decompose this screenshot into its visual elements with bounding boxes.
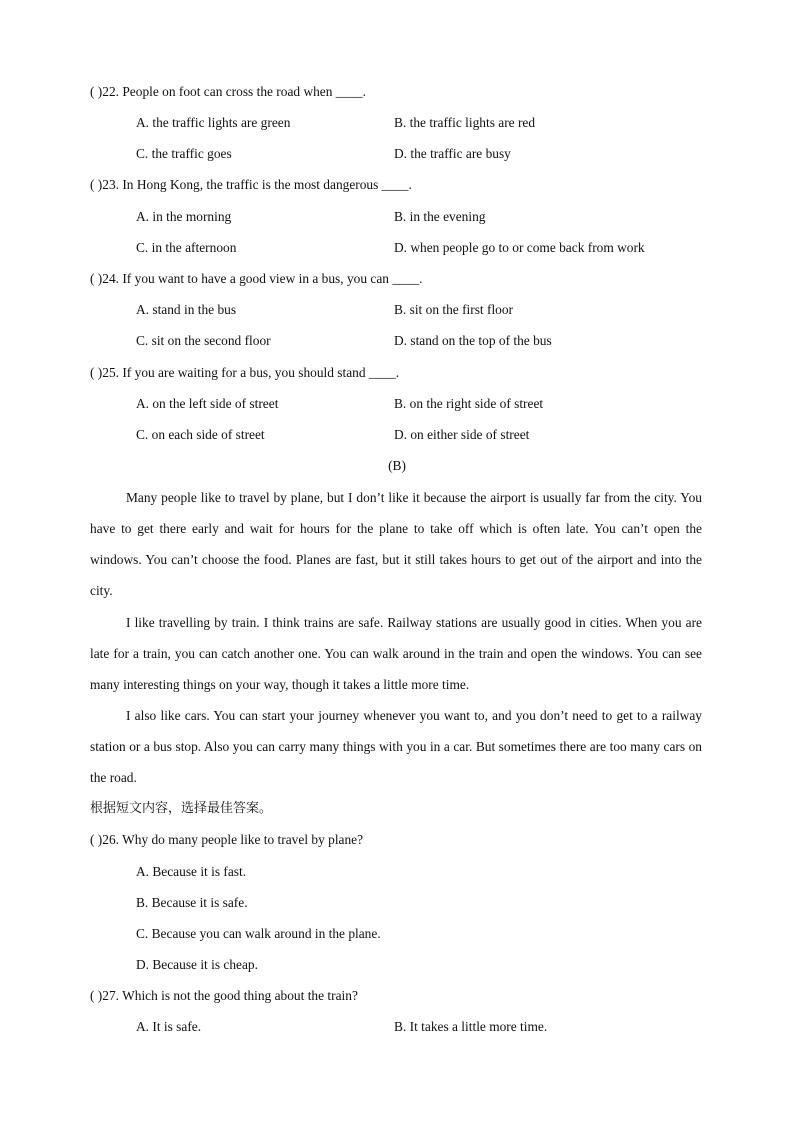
question-22-option-b: B. the traffic lights are red [394, 115, 536, 130]
question-24-option-a: A. stand in the bus [136, 302, 237, 317]
section-b-title: (B) [388, 458, 406, 473]
question-25-option-b: B. on the right side of street [394, 396, 544, 411]
question-26-option-c: C. Because you can walk around in the plane. [136, 926, 381, 941]
question-24-option-d: D. stand on the top of the bus [394, 333, 552, 348]
passage-paragraph-1-text: Many people like to travel by plane, but I don’t like it because the airport is usually far from the city. You have to get there early and wait for hours for the plane to take off which is often late. You can’t open the windows. You can’t choose the food. Planes are fast, but it still takes hours to get out of the airport and into the city. [90, 490, 702, 598]
passage-paragraph-2 [90, 607, 702, 700]
question-25-option-c: C. on each side of street [136, 427, 265, 442]
passage-paragraph-2-text: I like travelling by train. I think trains are safe. Railway stations are usually good in cities. When you are late for a train, you can catch another one. You can walk around in the train and open the windows. You can see many interesting things on your way, though it takes a little more time. [90, 615, 702, 692]
question-22-option-c: C. the traffic goes [136, 146, 232, 161]
question-25-option-a: A. on the left side of street [136, 396, 279, 411]
question-26-option-b: B. Because it is safe. [136, 895, 248, 910]
question-24-option-c: C. sit on the second floor [136, 333, 271, 348]
question-23-stem: ( )23. In Hong Kong, the traffic is the most dangerous ____. [90, 177, 412, 192]
question-23-option-c: C. in the afternoon [136, 240, 237, 255]
question-27-stem: ( )27. Which is not the good thing about the train? [90, 988, 358, 1003]
question-27-option-b: B. It takes a little more time. [394, 1019, 548, 1034]
question-22-option-d: D. the traffic are busy [394, 146, 511, 161]
passage-paragraph-3 [90, 700, 702, 793]
question-25-stem: ( )25. If you are waiting for a bus, you should stand ____. [90, 365, 400, 380]
passage-paragraph-1 [90, 482, 702, 606]
question-25-option-d: D. on either side of street [394, 427, 530, 442]
question-23-option-b: B. in the evening [394, 209, 486, 224]
question-22-option-a: A. the traffic lights are green [136, 115, 291, 130]
question-24-stem: ( )24. If you want to have a good view in a bus, you can ____. [90, 271, 423, 286]
question-22-stem: ( )22. People on foot can cross the road when ____. [90, 84, 366, 99]
question-23-option-d: D. when people go to or come back from work [394, 240, 645, 255]
question-26-option-a: A. Because it is fast. [136, 864, 247, 879]
question-26-option-d: D. Because it is cheap. [136, 957, 258, 972]
passage-paragraph-3-text: I also like cars. You can start your journey whenever you want to, and you don’t need to get to a railway station or a bus stop. Also you can carry many things with you in a car. But sometimes there are too many cars on the road. [90, 708, 702, 785]
instruction-text: 根据短文内容，选择最佳答案。 [90, 801, 273, 816]
question-23-option-a: A. in the morning [136, 209, 232, 224]
question-24-option-b: B. sit on the first floor [394, 302, 514, 317]
question-27-option-a: A. It is safe. [136, 1019, 202, 1034]
question-26-stem: ( )26. Why do many people like to travel by plane? [90, 832, 364, 847]
